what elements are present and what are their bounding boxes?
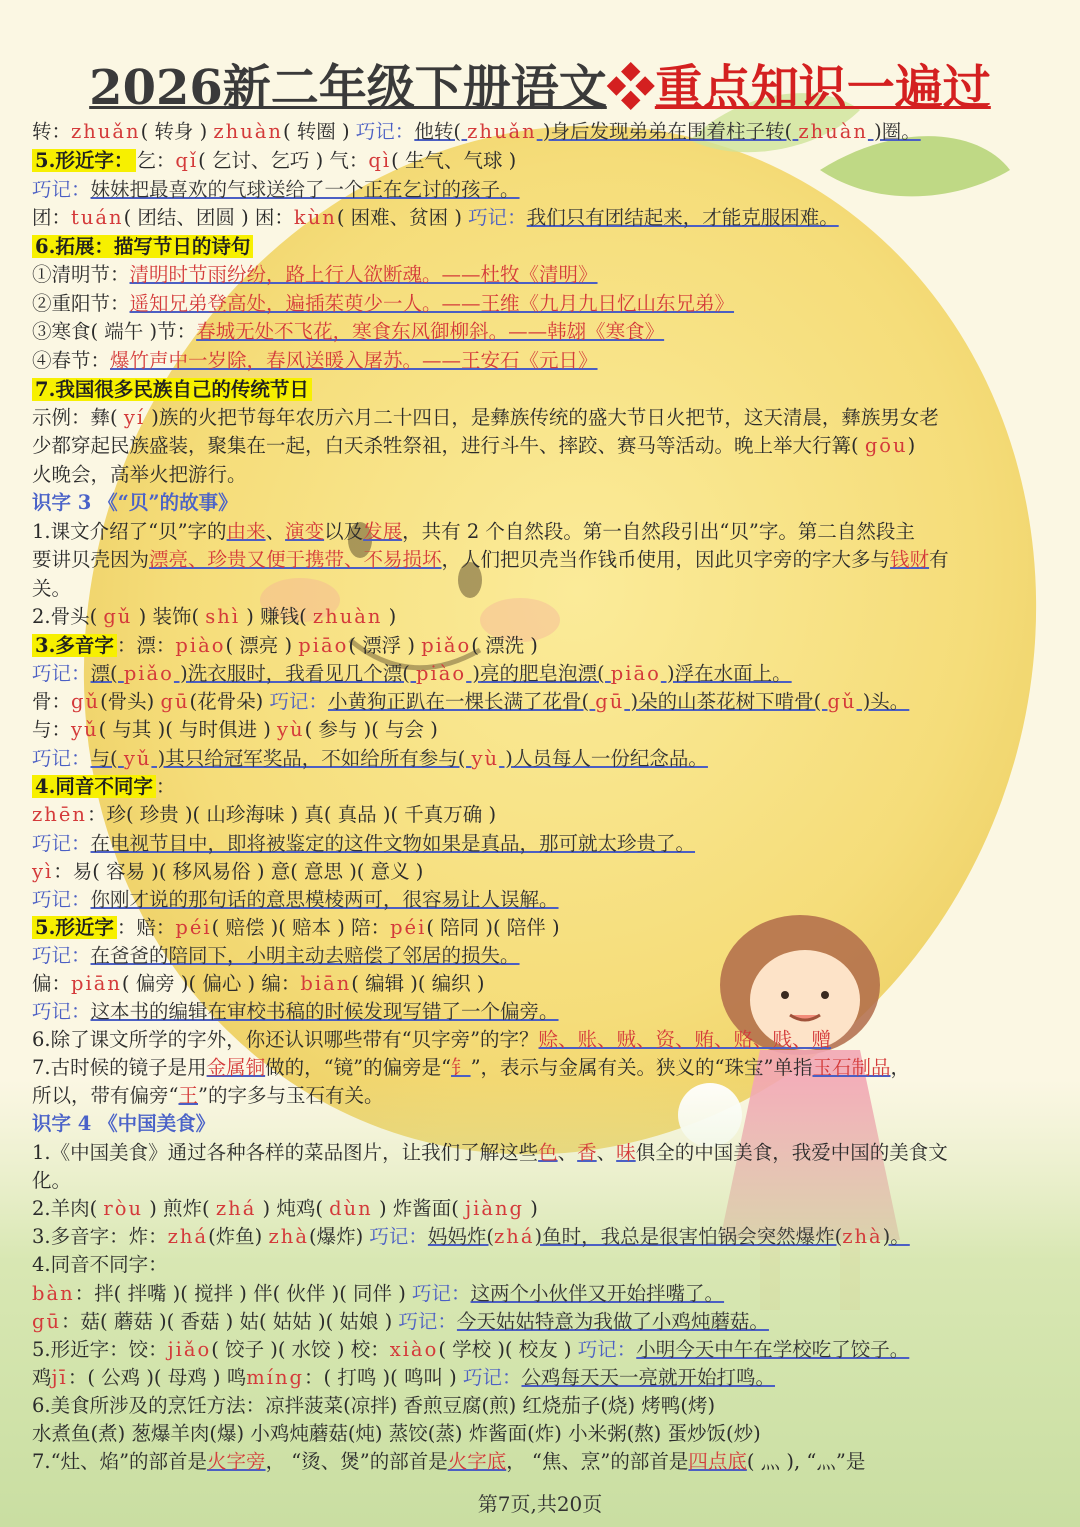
text-run: ：赔： [116,916,176,939]
text-run: 要讲贝壳因为 [32,548,150,571]
text-run: ( 转身 ) [140,120,214,143]
text-run: ：珍( 珍贵 )( 山珍海味 ) 真( 真品 )( 千真万确 ) [86,803,497,826]
text-run: ：漂： [116,634,176,657]
content-line [32,147,516,175]
text-run: 关。 [32,577,72,600]
mnemonic-sentence: )身后发现弟弟在围着柱子转( [536,120,799,143]
text-run: 4.同音不同字： [32,1253,168,1276]
pinyin: péi [390,916,427,939]
mnemonic-label: 巧记： [369,1225,428,1248]
text-run: (爆炸) [308,1225,370,1248]
pinyin: gū [32,1310,62,1333]
content-line [32,1392,715,1420]
text-run: ( 团结、团圆 ) 困： [123,206,294,229]
content-line [32,1195,538,1223]
section-heading: 识字 4 《中国美食》 [32,1112,216,1135]
pinyin: gōu [864,434,908,457]
text-run: ：易( 容易 )( 移风易俗 ) 意( 意思 )( 意义 ) [53,860,424,883]
content-line [32,204,839,232]
mnemonic-sentence: 小黄狗正趴在一棵长满了花骨( [327,690,596,713]
mnemonic-sentence: 我们只有团结起来，才能克服困难。 [526,206,839,229]
content-line [32,1448,865,1476]
content-line [32,347,598,375]
pinyin: piǎo [421,634,472,657]
mnemonic-label: 巧记： [32,747,91,770]
mnemonic-sentence: )。 [882,1225,910,1248]
pinyin: shì [205,605,241,628]
answer-text: 清明时节雨纷纷，路上行人欲断魂。——杜牧《清明》 [129,263,598,286]
mnemonic-sentence: 这两个小伙伴又开始拌嘴了。 [470,1282,725,1305]
content-line [32,233,253,261]
content-line [32,632,538,660]
pinyin: zhuǎn [71,120,141,143]
topic-heading: 5.形近字 [32,916,117,939]
pinyin: piào [175,634,226,657]
mnemonic-label: 巧记： [577,1338,637,1361]
text-run: 5.形近字：饺： [32,1338,168,1361]
mnemonic-sentence: 这本书的编辑在审校书稿的时候发现写错了一个偏旁。 [90,1000,559,1023]
text-run: (花骨朵) [189,690,270,713]
mnemonic-sentence: 与( [90,747,124,770]
pinyin: yù [471,747,500,770]
answer-text: 赊、账、贼、资、贿、赂、贱、赠 [538,1028,832,1051]
answer-text: 玉石制品 [812,1056,891,1079]
text-run: ：拌( 拌嘴 )( 搅拌 ) 伴( 伙伴 )( 同伴 ) [74,1282,413,1305]
text-run: ：( 公鸡 )( 母鸡 ) 鸣 [67,1366,247,1389]
text-run: 1.《中国美食》通过各种各样的菜品图片，让我们了解这些 [32,1141,539,1164]
text-run: 示例：彝( [32,406,124,429]
mnemonic-sentence: )朵的山茶花树下啃骨( [624,690,828,713]
content-line [32,660,792,688]
mnemonic-sentence: )浮在水面上。 [660,662,792,685]
text-run: ( 漂亮 ) [225,634,299,657]
content-line [32,914,560,942]
text-run: ，共有 2 个自然段。第一自然段引出“贝”字。第二自然段主 [402,520,915,543]
content-line [32,318,664,346]
mnemonic-sentence: )头。 [856,690,910,713]
answer-text: 四点底 [688,1450,747,1473]
title-main: 2026新二年级下册语文 [89,60,607,116]
text-run: ( 漂洗 ) [471,634,538,657]
answer-text: 漂亮、珍贵又便于携带、不易损坏 [149,548,442,571]
pinyin: jī [51,1366,68,1389]
mnemonic-sentence: 小明今天中午在学校吃了饺子。 [636,1338,910,1361]
mnemonic-label: 巧记： [32,832,91,855]
text-run: ( 编辑 )( 编织 ) [351,972,485,995]
text-run: ) 煎炸( [143,1197,216,1220]
pinyin: qì [368,149,392,172]
text-run: 、 [596,1141,617,1164]
content-line [32,118,921,146]
pinyin: yì [32,860,54,883]
text-run: 水煮鱼(煮) 葱爆羊肉(爆) 小鸡炖蘑菇(炖) 蒸饺(蒸) 炸酱面(炸) 小米粥(熬) 蛋炒饭(炒) [32,1422,761,1445]
mnemonic-sentence: 公鸡每天天一亮就开始打鸣。 [521,1366,775,1389]
text-run: 、 [557,1141,578,1164]
topic-heading: 6.拓展：描写节日的诗句 [32,235,253,258]
topic-heading: 5.形近字： [32,149,136,172]
pinyin: jiàng [465,1197,525,1220]
pinyin: zhà [268,1225,309,1248]
answer-text: 火字底 [447,1450,507,1473]
pinyin: zhá [215,1197,257,1220]
pinyin: zhuàn [213,120,283,143]
content-line [32,176,520,204]
text-run: ( 生气、气球 ) [391,149,517,172]
text-run: 所以，带有偏旁“ [32,1084,179,1107]
pinyin: zhá [494,1225,535,1248]
content-line [32,886,559,914]
text-run: 6.除了课文所学的字外，你还认识哪些带有“贝字旁”的字？ [32,1028,539,1051]
answer-text: 火字旁 [207,1450,266,1473]
text-run: 7.“灶、焰”的部首是 [32,1450,208,1473]
content-line [32,688,909,716]
answer-text: 钱财 [890,548,930,571]
title-key: 重点知识一遍过 [654,60,991,116]
answer-text: 演变 [285,520,325,543]
text-run: ，人们把贝壳当作钱币使用，因此贝字旁的字大多与 [441,548,891,571]
text-run: ) 炖鸡( [256,1197,330,1220]
mnemonic-sentence: )洗衣服时，我看见几个漂( [173,662,417,685]
pinyin: piào [416,662,467,685]
mnemonic-label: 巧记： [412,1282,471,1305]
section-heading: 识字 3 《“贝”的故事》 [32,491,238,514]
mnemonic-sentence: 漂( [90,662,124,685]
text-run: ( 学校 )( 校友 ) [438,1338,578,1361]
answer-text: 遥知兄弟登高处，遍插茱萸少一人。——王维《九月九日忆山东兄弟》 [129,292,735,315]
topic-heading: 7.我国很多民族自己的传统节日 [32,378,312,401]
answer-text: 金属铜 [206,1056,266,1079]
text-run: 做的，“镜”的偏旁是“ [265,1056,452,1079]
content-line [32,1280,724,1308]
pinyin: gǔ [827,690,857,713]
answer-text: 由来 [226,520,266,543]
content-line [32,1026,831,1054]
content-line [32,261,598,289]
text-run: ) 炸酱面( [372,1197,466,1220]
pinyin: qǐ [175,149,199,172]
text-run: ③寒食( 端午 )节： [32,320,197,343]
text-run: ①清明节： [32,263,130,286]
answer-text: 味 [616,1141,636,1164]
pinyin: zhà [842,1225,883,1248]
content-line [32,575,71,603]
content-line [32,603,396,631]
answer-text: 香 [577,1141,597,1164]
content-line [32,942,520,970]
text-run: ) 赚钱( [240,605,313,628]
text-run: 鸡 [32,1366,52,1389]
pinyin: piāo [298,634,349,657]
content-line [32,432,915,460]
content-line [32,970,485,998]
pinyin: gǔ [71,690,101,713]
answer-text: 爆竹声中一岁除，春风送暖入屠苏。——王安石《元日》 [110,349,598,372]
text-run: ( 饺子 )( 水饺 ) 校： [211,1338,390,1361]
content-line [32,1308,769,1336]
pinyin: jiǎo [167,1338,212,1361]
text-run: ， “烫、煲”的部首是 [265,1450,448,1473]
mnemonic-sentence: 今天姑姑特意为我做了小鸡炖蘑菇。 [456,1310,769,1333]
text-run: (骨头) [100,690,161,713]
text-run: ： [155,775,176,798]
text-run: 乞： [136,149,176,172]
text-run: ( 参与 )( 与会 ) [304,718,438,741]
content-line [32,858,423,886]
content-line [32,376,312,404]
mnemonic-sentence: )其只给冠军奖品，不如给所有参与( [151,747,472,770]
mnemonic-sentence: 在电视节目中，即将被鉴定的这件文物如果是真品，那可就太珍贵了。 [90,832,696,855]
text-run: ( 与其 )( 与时俱进 ) [98,718,278,741]
pinyin: zhuàn [312,605,383,628]
text-run: ( 漂浮 ) [348,634,422,657]
pinyin: zhuàn [798,120,868,143]
text-run: ， “焦、烹”的部首是 [506,1450,689,1473]
answer-text: 钅 [451,1056,471,1079]
content-line [32,745,708,773]
text-run: 、 [265,520,286,543]
text-run: 化。 [32,1169,72,1192]
text-run: )族的火把节每年农历六月二十四日，是彝族传统的盛大节日火把节，这天清晨，彝族男女老 [145,406,939,429]
text-run: ：( 打鸣 )( 鸣叫 ) [304,1366,463,1389]
text-run: ) [907,434,916,457]
text-run: ( 乞讨、乞巧 ) 气： [198,149,369,172]
content-line [32,801,496,829]
answer-text: 色 [538,1141,558,1164]
text-run: ( 困难、贫困 ) [336,206,469,229]
text-run: (炸鱼) [208,1225,269,1248]
pinyin: zhēn [32,803,87,826]
content-line [32,1139,948,1167]
text-run: ) [382,605,397,628]
mnemonic-sentence: )圈。 [867,120,921,143]
text-run: ”的字多与玉石有关。 [198,1084,384,1107]
pinyin: ròu [103,1197,144,1220]
content-line [32,489,238,517]
pinyin: biān [300,972,352,995]
content-line [32,1251,168,1279]
pinyin: yǔ [123,747,152,770]
text-run: ) [524,1197,538,1220]
text-run: ②重阳节： [32,292,130,315]
title-diamond-icon: ❖ [606,60,655,116]
text-run: 转： [32,120,72,143]
content-line [32,518,915,546]
mnemonic-sentence: 在爸爸的陪同下，小明主动去赔偿了邻居的损失。 [90,944,520,967]
pinyin: piǎo [123,662,174,685]
text-run: 2.羊肉( [32,1197,104,1220]
text-run: ”，表示与金属有关。狭义的“珠宝”单指 [470,1056,813,1079]
page-number: 第7页,共20页 [477,1492,603,1516]
content-line [32,1223,910,1251]
mnemonic-sentence: 妹妹把最喜欢的气球送给了一个正在乞讨的孩子。 [90,178,520,201]
page-title [0,58,1080,118]
mnemonic-label: 巧记： [398,1310,457,1333]
text-run: 6.美食所涉及的烹饪方法：凉拌菠菜(凉拌) 香煎豆腐(煎) 红烧茄子(烧) 烤鸭(烤) [32,1394,716,1417]
content-line [32,773,175,801]
pinyin: gū [595,690,625,713]
pinyin: kùn [293,206,337,229]
mnemonic-label: 巧记： [32,178,91,201]
content-line [32,998,559,1026]
pinyin: piān [71,972,122,995]
text-run: ， [890,1056,911,1079]
text-run: 骨： [32,690,72,713]
text-run: 2.骨头( [32,605,104,628]
content-line [32,1167,71,1195]
text-run: ) 装饰( [132,605,206,628]
answer-text: 春城无处不飞花，寒食东风御柳斜。——韩翃《寒食》 [196,320,665,343]
pinyin: piāo [610,662,661,685]
text-run: 俱全的中国美食，我爱中国的美食文 [635,1141,948,1164]
mnemonic-label: 巧记： [468,206,527,229]
content-line [32,1110,215,1138]
text-run: ( 偏旁 )( 偏心 ) 编： [121,972,301,995]
text-run: 偏： [32,972,72,995]
pinyin: yù [277,718,305,741]
content-line [32,1364,775,1392]
pinyin: míng [246,1366,305,1389]
mnemonic-label: 巧记： [32,944,91,967]
text-run: 有 [929,548,949,571]
mnemonic-sentence: 你刚才说的那句话的意思模棱两可，很容易让人误解。 [90,888,559,911]
answer-text: 王 [178,1084,198,1107]
content-line [32,404,939,432]
content-line [32,546,949,574]
mnemonic-label: 巧记： [32,1000,91,1023]
text-run: 3.多音字：炸： [32,1225,168,1248]
pinyin: tuán [71,206,124,229]
text-run: 以及 [324,520,364,543]
text-run: 火晚会，高举火把游行。 [32,463,247,486]
pinyin: yǔ [71,718,99,741]
pinyin: zhuǎn [467,120,537,143]
pinyin: bàn [32,1282,75,1305]
text-run: ( 转圈 ) [282,120,356,143]
content-line [32,290,734,318]
mnemonic-sentence: )亮的肥皂泡漂( [466,662,611,685]
pinyin: dùn [329,1197,373,1220]
content-line [32,1336,909,1364]
text-run: 7.古时候的镜子是用 [32,1056,207,1079]
text-run: ：菇( 蘑菇 )( 香菇 ) 姑( 姑姑 )( 姑娘 ) [61,1310,399,1333]
content-line [32,830,695,858]
mnemonic-sentence: 他转( [414,120,468,143]
text-run: 团： [32,206,72,229]
text-run: 少都穿起民族盛装，聚集在一起，白天杀牲祭祖，进行斗牛、摔跤、赛马等活动。晚上举大行篝( [32,434,865,457]
text-run: 1.课文介绍了“贝”字的 [32,520,227,543]
text-run: ④春节： [32,349,111,372]
mnemonic-label: 巧记： [32,888,91,911]
mnemonic-label: 巧记： [462,1366,522,1389]
content-line [32,1082,383,1110]
mnemonic-label: 巧记： [355,120,415,143]
mnemonic-sentence: )鱼时，我总是很害怕锅会突然爆炸( [534,1225,843,1248]
content-line [32,1054,910,1082]
pinyin: gū [160,690,190,713]
mnemonic-label: 巧记： [269,690,328,713]
text-run: ( 陪同 )( 陪伴 ) [426,916,560,939]
pinyin: xiào [389,1338,439,1361]
pinyin: péi [175,916,212,939]
text-run: ( 灬 ), “灬”是 [746,1450,866,1473]
topic-heading: 3.多音字 [32,634,117,657]
mnemonic-label: 巧记： [32,662,91,685]
answer-text: 发展 [363,520,403,543]
content-line [32,716,438,744]
content-line [32,1420,761,1448]
pinyin: zhá [167,1225,209,1248]
pinyin: yí [123,406,146,429]
pinyin: gǔ [103,605,133,628]
mnemonic-sentence: 妈妈炸( [427,1225,495,1248]
text-run: 与： [32,718,72,741]
topic-heading: 4.同音不同字 [32,775,156,798]
content-line [32,461,247,489]
text-run: ( 赔偿 )( 赔本 ) 陪： [211,916,391,939]
mnemonic-sentence: )人员每人一份纪念品。 [499,747,708,770]
